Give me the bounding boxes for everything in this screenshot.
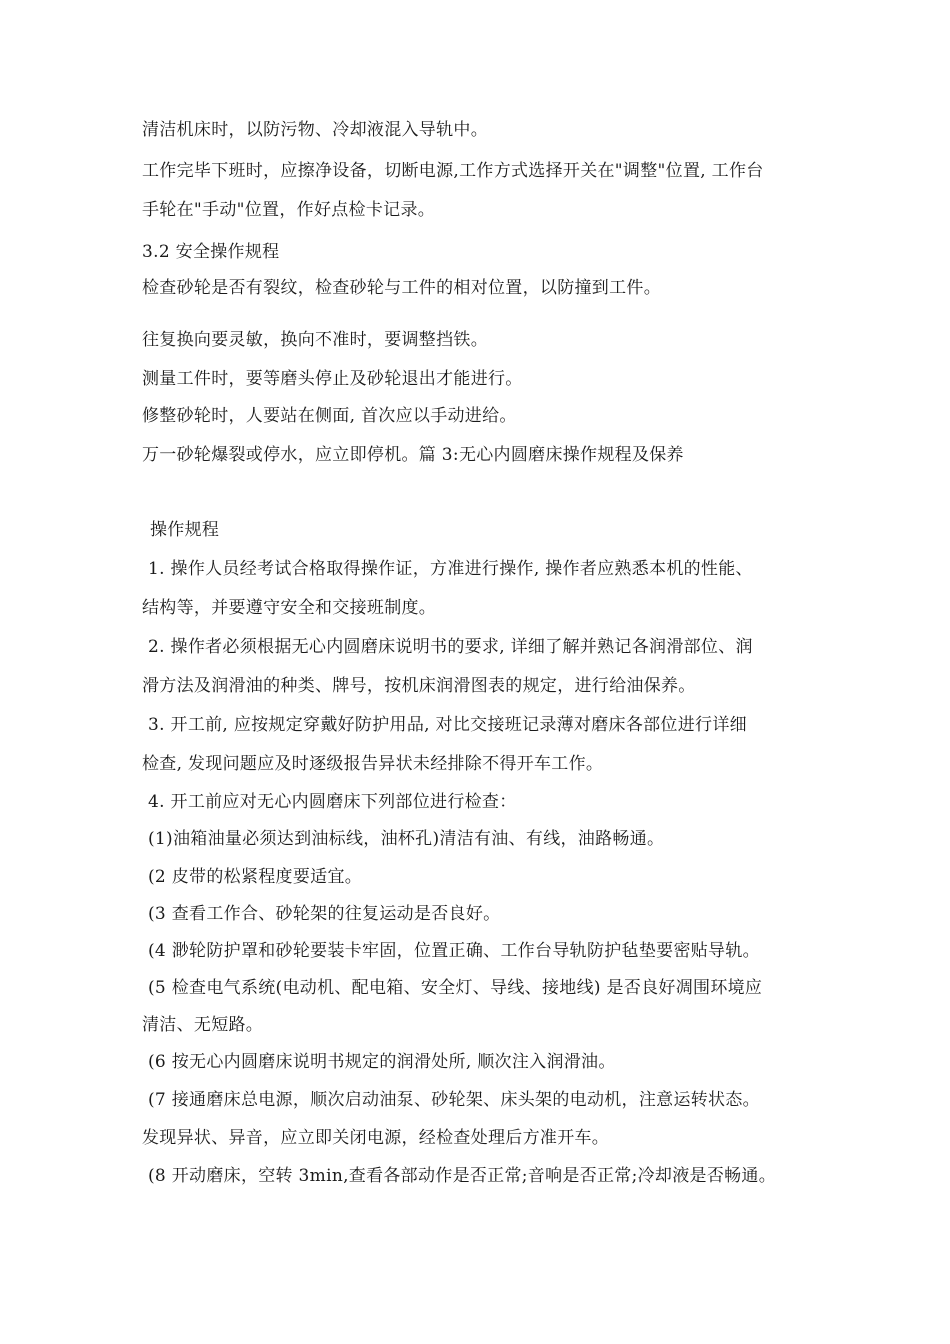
text-line: (3 查看工作合、砂轮架的往复运动是否良好。 [148,904,501,924]
text-line: 往复换向要灵敏，换向不准时，要调整挡铁。 [142,330,488,350]
text-line: 修整砂轮时，人要站在侧面, 首次应以手动进给。 [142,406,517,426]
text-line: 检查, 发现问题应及时逐级报告异状未经排除不得开车工作。 [142,754,604,774]
text-line: 清洁、无短路。 [142,1015,264,1035]
text-line: 4. 开工前应对无心内圆磨床下列部位进行检查： [148,792,517,812]
section-heading: 操作规程 [150,520,220,540]
text-line: (2 皮带的松紧程度要适宜。 [148,867,363,887]
text-line: 滑方法及润滑油的种类、牌号，按机床润滑图表的规定，进行给油保养。 [142,676,696,696]
text-line: (5 检查电气系统(电动机、配电箱、安全灯、导线、接地线) 是否良好凋围环境应 [148,978,763,998]
section-heading: 3.2 安全操作规程 [142,242,280,262]
text-line: (6 按无心内圆磨床说明书规定的润滑处所, 顺次注入润滑油。 [148,1052,616,1072]
text-line: 工作完毕下班时，应擦净设备，切断电源,工作方式选择开关在"调整"位置, 工作台 [142,161,764,181]
text-line: (1)油箱油量必须达到油标线，油杯孔)清洁有油、有线，油路畅通。 [148,829,665,849]
text-line: 3. 开工前, 应按规定穿戴好防护用品, 对比交接班记录薄对磨床各部位进行详细 [148,715,747,735]
text-line: 测量工件时，要等磨头停止及砂轮退出才能进行。 [142,369,523,389]
text-line: 手轮在"手动"位置，作好点检卡记录。 [142,200,436,220]
text-line: (4 渺轮防护罩和砂轮要装卡牢固，位置正确、工作台导轨防护毡垫要密贴导轨。 [148,941,760,961]
text-line: 2. 操作者必须根据无心内圆磨床说明书的要求, 详细了解并熟记各润滑部位、润 [148,637,753,657]
text-line: (7 接通磨床总电源，顺次启动油泵、砂轮架、床头架的电动机，注意运转状态。 [148,1090,760,1110]
text-line: 万一砂轮爆裂或停水，应立即停机。篇 3:无心内圆磨床操作规程及保养 [142,445,684,465]
text-line: (8 开动磨床，空转 3min,查看各部动作是否正常;音响是否正常;冷却液是否畅通。 [148,1166,777,1186]
text-line: 清洁机床时，以防污物、冷却液混入导轨中。 [142,120,488,140]
text-line: 发现异状、异音，应立即关闭电源，经检查处理后方准开车。 [142,1128,610,1148]
text-line: 1. 操作人员经考试合格取得操作证，方准进行操作, 操作者应熟悉本机的性能、 [148,559,753,579]
text-line: 结构等，并要遵守安全和交接班制度。 [142,598,437,618]
text-line: 检查砂轮是否有裂纹，检查砂轮与工件的相对位置，以防撞到工件。 [142,278,661,298]
